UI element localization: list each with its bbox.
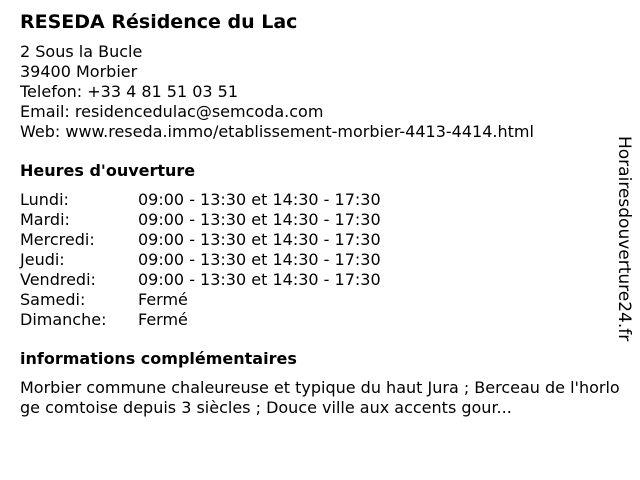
hours-value: 09:00 - 13:30 et 14:30 - 17:30: [138, 270, 381, 289]
hours-row-thursday: [20, 250, 620, 270]
hours-row-monday: [20, 190, 620, 210]
hours-row-friday: [20, 270, 620, 290]
hours-row-sunday: [20, 310, 620, 330]
day-label: Vendredi:: [20, 270, 96, 289]
opening-hours-heading: Heures d'ouverture: [20, 161, 196, 180]
phone-line: Telefon: +33 4 81 51 03 51: [20, 82, 239, 101]
hours-value: 09:00 - 13:30 et 14:30 - 17:30: [138, 210, 381, 229]
day-label: Samedi:: [20, 290, 86, 309]
business-title: RESEDA Résidence du Lac: [20, 11, 298, 33]
hours-row-tuesday: [20, 210, 620, 230]
hours-row-wednesday: [20, 230, 620, 250]
hours-value: 09:00 - 13:30 et 14:30 - 17:30: [138, 250, 381, 269]
contact-block: [20, 42, 620, 142]
address-street: 2 Sous la Bucle: [20, 42, 143, 61]
day-label: Mardi:: [20, 210, 70, 229]
hours-value: 09:00 - 13:30 et 14:30 - 17:30: [138, 190, 381, 209]
day-label: Dimanche:: [20, 310, 107, 329]
hours-value: 09:00 - 13:30 et 14:30 - 17:30: [138, 230, 381, 249]
additional-info-heading: informations complémentaires: [20, 349, 297, 368]
email-line: Email: residencedulac@semcoda.com: [20, 102, 324, 121]
hours-value: Fermé: [138, 290, 188, 309]
hours-row-saturday: [20, 290, 620, 310]
hours-value: Fermé: [138, 310, 188, 329]
opening-hours-table: [20, 190, 620, 330]
business-card: [20, 9, 620, 418]
day-label: Lundi:: [20, 190, 69, 209]
brand-watermark: Horairesdouverture24.fr: [614, 136, 634, 342]
additional-info-text: Morbier commune chaleureuse et typique du haut Jura ; Berceau de l'horloge comtoise depuis 3 siècles ; Douce ville aux accents gour...: [20, 378, 620, 417]
day-label: Jeudi:: [20, 250, 65, 269]
web-line: Web: www.reseda.immo/etablissement-morbier-4413-4414.html: [20, 122, 534, 141]
day-label: Mercredi:: [20, 230, 95, 249]
address-city: 39400 Morbier: [20, 62, 138, 81]
